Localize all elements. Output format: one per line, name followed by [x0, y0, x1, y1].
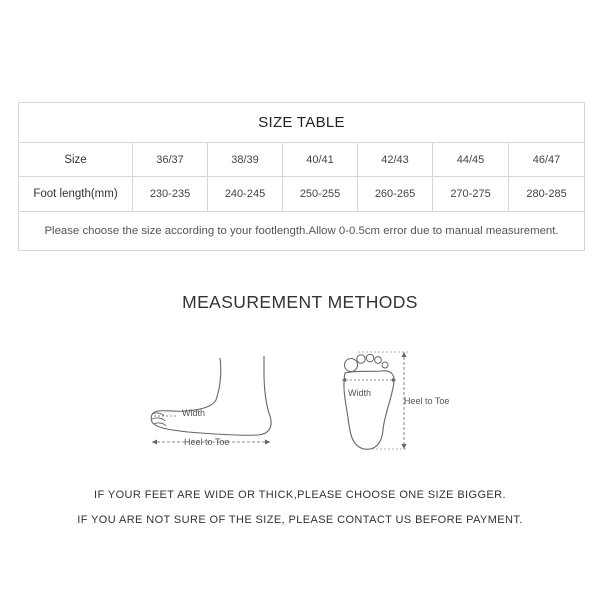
side-width-label: Width: [182, 408, 206, 418]
foot-length-row: [19, 177, 585, 212]
contact-notice: IF YOU ARE NOT SURE OF THE SIZE, PLEASE CONTACT US BEFORE PAYMENT.: [77, 514, 523, 526]
toe-print: [375, 357, 382, 364]
measurement-note: Please choose the size according to your footlength.Allow 0-0.5cm error due to manual measurement.: [19, 212, 585, 251]
side-heel-to-toe-label: Heel to Toe: [184, 437, 230, 447]
toe-print: [382, 362, 388, 368]
size-table-title: SIZE TABLE: [19, 103, 585, 143]
length-cell: 280-285: [509, 177, 585, 212]
size-cell: 42/43: [358, 143, 433, 177]
side-foot-diagram: [140, 352, 280, 457]
size-cell: 46/47: [509, 143, 585, 177]
length-cell: 270-275: [433, 177, 509, 212]
methods-title: MEASUREMENT METHODS: [182, 292, 418, 312]
size-cell: 36/37: [133, 143, 208, 177]
size-cell: 40/41: [283, 143, 358, 177]
sole-foot-diagram: [328, 346, 468, 456]
length-cell: 230-235: [133, 177, 208, 212]
sole-width-label: Width: [348, 388, 372, 398]
side-foot-outline: [151, 356, 271, 435]
toe-print: [366, 354, 374, 362]
length-cell: 260-265: [358, 177, 433, 212]
size-table: [18, 102, 585, 251]
size-row-label: Size: [19, 143, 133, 177]
sole-outline: [344, 371, 394, 449]
arrow-left-icon: [152, 440, 157, 445]
length-cell: 250-255: [283, 177, 358, 212]
size-cell: 44/45: [433, 143, 509, 177]
toe-print: [357, 355, 365, 363]
size-cell: 38/39: [208, 143, 283, 177]
wide-feet-notice: IF YOUR FEET ARE WIDE OR THICK,PLEASE CHOOSE ONE SIZE BIGGER.: [94, 489, 506, 501]
arrow-down-icon: [402, 444, 407, 449]
arrow-up-icon: [402, 352, 407, 357]
foot-length-label: Foot length(mm): [19, 177, 133, 212]
toe-print: [345, 359, 358, 372]
arrow-right-icon: [265, 440, 270, 445]
size-row: [19, 143, 585, 177]
toe-outline: [152, 413, 166, 426]
sole-heel-to-toe-label: Heel to Toe: [404, 396, 450, 406]
length-cell: 240-245: [208, 177, 283, 212]
